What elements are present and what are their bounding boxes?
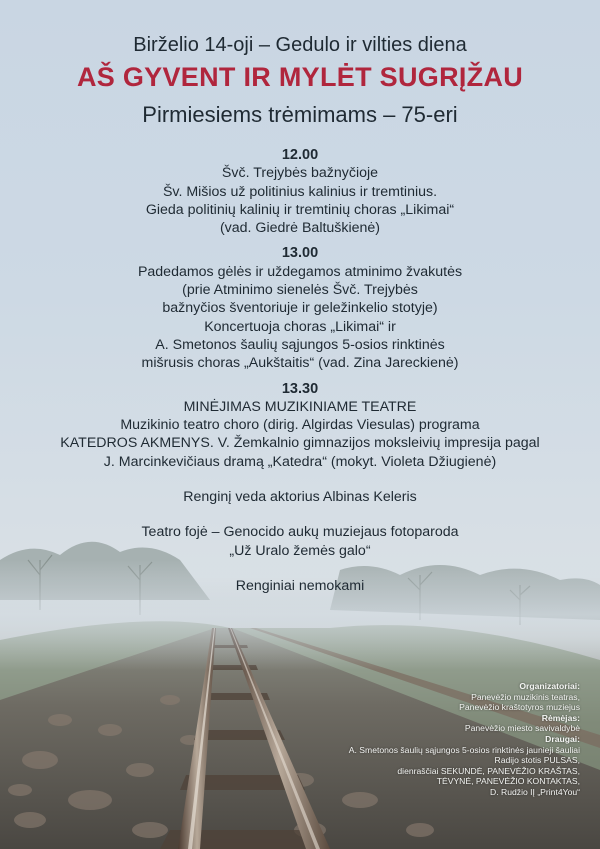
program-line: KATEDROS AKMENYS. V. Žemkalnio gimnazijos moksleivių impresija pagal [60,435,540,452]
organizer-item: Panevėžio kraštotyros muziejus [459,702,580,713]
program [0,146,600,595]
program-line: Šv. Mišios už politinius kalinius ir tremtinius. [162,183,438,200]
supporter-item: Panevėžio miesto savivaldybė [464,723,580,734]
friends-label: Draugai: [545,733,580,744]
program-line: (prie Atminimo sienelės Švč. Trejybės [182,282,418,299]
program-line: A. Smetonos šaulių sąjungos 5-osios rinktinės [155,336,445,353]
program-line: mišrusis choras „Aukštaitis“ (vad. Zina Jareckienė) [141,355,459,372]
exhibition-title: „Už Uralo žemės galo“ [229,542,371,559]
sponsors [280,681,580,798]
organizer-item: Panevėžio muzikinis teatras, [471,691,580,702]
program-block-1200 [0,146,600,237]
supporters-label: Rėmėjas: [541,712,580,723]
program-block-1330 [0,380,600,471]
program-line: Gieda politinių kalinių ir tremtinių choras „Likimai“ [145,201,455,218]
friend-item: D. Rudžio IĮ „Print4You“ [490,786,580,797]
friend-item: A. Smetonos šaulių sąjungos 5-osios rinktinės jaunieji šauliai [348,744,580,755]
program-block-1300 [0,244,600,372]
program-line: Padedamos gėlės ir uždegamos atminimo žvakutės [137,263,463,280]
host-line: Renginį veda aktorius Albinas Keleris [183,489,417,506]
program-line: Švč. Trejybės bažnyčioje [221,165,379,182]
program-line: Muzikinio teatro choro (dirig. Algirdas Viesulas) programa [120,417,480,434]
program-line: MINĖJIMAS MUZIKINIAME TEATRE [183,398,417,415]
program-line: Koncertuoja choras „Likimai“ ir [204,318,396,335]
date-line: Birželio 14-oji – Gedulo ir vilties diena [133,34,467,56]
time-1330: 13.30 [281,380,319,397]
exhibition-line: Teatro fojė – Genocido aukų muziejaus fotoparoda [141,524,459,541]
friend-item: dienraščiai SEKUNDĖ, PANEVĖŽIO KRAŠTAS, [397,765,580,776]
program-line: J. Marcinkevičiaus dramą „Katedra“ (mokyt. Violeta Džiugienė) [103,453,497,470]
program-line: (vad. Giedrė Baltuškienė) [219,220,381,237]
time-1200: 12.00 [281,147,319,163]
event-title: AŠ GYVENT IR MYLĖT SUGRĮŽAU [76,62,524,92]
organizers-label: Organizatoriai: [519,681,580,691]
friend-item: Radijo stotis PULSAS, [494,755,580,766]
free-admission: Renginiai nemokami [235,577,365,594]
friend-item: TĖVYNĖ, PANEVĖŽIO KONTAKTAS, [436,776,580,787]
program-line: bažnyčios šventoriuje ir geležinkelio stotyje) [162,300,438,317]
event-subtitle: Pirmiesiems trėmimams – 75-eri [142,102,458,127]
time-1300: 13.00 [281,245,319,262]
